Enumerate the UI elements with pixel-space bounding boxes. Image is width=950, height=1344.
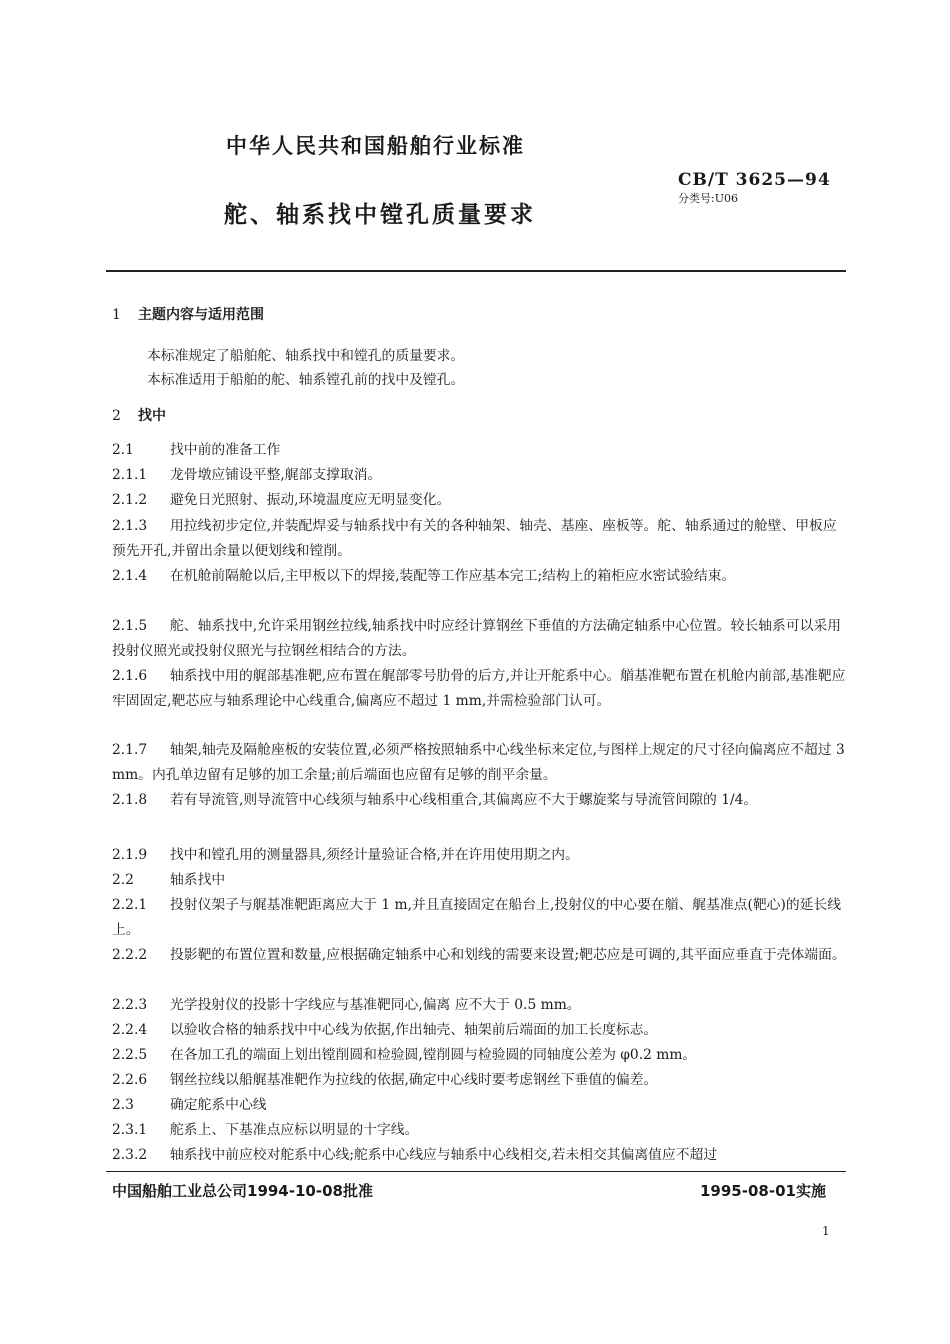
clause — [112, 1068, 846, 1093]
clause-text: 在各加工孔的端面上划出镗削圆和检验圆,镗削圆与检验圆的同轴度公差为 φ0.2 mm。 — [170, 1047, 697, 1063]
clause-number: 2.2.6 — [112, 1072, 148, 1088]
section-1-paragraph: 本标准规定了船舶舵、轴系找中和镗孔的质量要求。 — [147, 348, 465, 364]
clause-number: 2.1.1 — [112, 467, 148, 483]
implementation-date: 1995-08-01实施 — [700, 1182, 826, 1200]
clause — [112, 993, 846, 1018]
clause-text: 钢丝拉线以船艉基准靶作为拉线的依据,确定中心线时要考虑钢丝下垂值的偏差。 — [170, 1072, 658, 1088]
clause — [112, 1093, 846, 1118]
clause-number: 2.2.3 — [112, 997, 148, 1013]
approval-line: 中国船舶工业总公司1994-10-08批准 — [112, 1182, 373, 1200]
page-number: 1 — [822, 1224, 830, 1238]
clause-number: 2.2.5 — [112, 1047, 148, 1063]
header-divider — [106, 270, 846, 272]
clause — [112, 564, 846, 589]
clause-text: 光学投射仪的投影十字线应与基准靶同心,偏离 应不大于 0.5 mm。 — [170, 997, 581, 1013]
clause-text: 用拉线初步定位,并装配焊妥与轴系找中有关的各种轴架、轴壳、基座、座板等。舵、轴系通过的舱壁、甲板应预先开孔,并留出余量以便划线和镗削。 — [112, 518, 837, 559]
section-number: 1 — [112, 307, 121, 323]
clause-number: 2.1.6 — [112, 668, 148, 684]
clause-number: 2.2 — [112, 872, 134, 888]
clause-number: 2.1.3 — [112, 518, 148, 534]
clause-number: 2.2.1 — [112, 897, 148, 913]
clause-text: 避免日光照射、振动,环境温度应无明显变化。 — [170, 492, 451, 508]
clause — [112, 893, 846, 943]
clause — [112, 463, 846, 488]
clause-text: 轴架,轴壳及隔舱座板的安装位置,必须严格按照轴系中心线坐标来定位,与图样上规定的尺寸径向偏离应不超过 3 mm。内孔单边留有足够的加工余量;前后端面也应留有足够的削平余量。 — [112, 742, 845, 783]
clause — [112, 514, 846, 564]
clause — [112, 664, 846, 714]
section-title: 主题内容与适用范围 — [138, 307, 264, 323]
section-number: 2 — [112, 408, 121, 424]
classification-code: 分类号:U06 — [678, 192, 738, 205]
clause — [112, 614, 846, 664]
footer-divider — [106, 1171, 846, 1172]
clause — [112, 438, 846, 463]
clause-number: 2.1.9 — [112, 847, 148, 863]
clause-number: 2.1.5 — [112, 618, 148, 634]
clause-text: 在机舱前隔舱以后,主甲板以下的焊接,装配等工作应基本完工;结构上的箱柜应水密试验结束。 — [170, 568, 736, 584]
clause-number: 2.1.4 — [112, 568, 148, 584]
clause-text: 轴系找中 — [170, 872, 226, 888]
clause-number: 2.1.7 — [112, 742, 148, 758]
clause-number: 2.3 — [112, 1097, 134, 1113]
clause-text: 舵系上、下基准点应标以明显的十字线。 — [170, 1122, 419, 1138]
clause — [112, 943, 846, 968]
clause-text: 投射仪架子与艉基准靶距离应大于 1 m,并且直接固定在船台上,投射仪的中心要在艏、艉基准点(靶心)的延长线上。 — [112, 897, 842, 938]
document-title: 舵、轴系找中镗孔质量要求 — [224, 202, 536, 228]
clause — [112, 1018, 846, 1043]
clause — [112, 868, 846, 893]
clause-text: 找中和镗孔用的测量器具,须经计量验证合格,并在许用使用期之内。 — [170, 847, 579, 863]
standard-name: 中华人民共和国船舶行业标准 — [226, 134, 525, 158]
clause — [112, 843, 846, 868]
clause — [112, 788, 846, 813]
clause-number: 2.1.2 — [112, 492, 148, 508]
clause-number: 2.3.2 — [112, 1147, 148, 1163]
clause-text: 龙骨墩应铺设平整,艉部支撑取消。 — [170, 467, 382, 483]
clause-number: 2.2.4 — [112, 1022, 148, 1038]
clause — [112, 1143, 846, 1168]
standard-code: CB/T 3625—94 — [678, 170, 831, 190]
clause — [112, 738, 846, 788]
clause-text: 轴系找中用的艉部基准靶,应布置在艉部零号肋骨的后方,并让开舵系中心。艏基准靶布置在机舱内前部,基准靶应牢固固定,靶芯应与轴系理论中心线重合,偏离应不超过 1 mm,并需检验部门认可。 — [112, 668, 846, 709]
section-2-heading — [112, 405, 166, 425]
section-title: 找中 — [138, 408, 166, 424]
clause-text: 投影靶的布置位置和数量,应根据确定轴系中心和划线的需要来设置;靶芯应是可调的,其平面应垂直于壳体端面。 — [170, 947, 846, 963]
clause-number: 2.2.2 — [112, 947, 148, 963]
clause-text: 轴系找中前应校对舵系中心线;舵系中心线应与轴系中心线相交,若未相交其偏离值应不超过 — [170, 1147, 718, 1163]
clause-text: 找中前的准备工作 — [170, 442, 281, 458]
clause-text: 以验收合格的轴系找中中心线为依据,作出轴壳、轴架前后端面的加工长度标志。 — [170, 1022, 658, 1038]
clause-text: 若有导流管,则导流管中心线须与轴系中心线相重合,其偏离应不大于螺旋桨与导流管间隙的 1/4。 — [170, 792, 758, 808]
section-1-paragraph: 本标准适用于船舶的舵、轴系镗孔前的找中及镗孔。 — [147, 372, 465, 388]
clause-text: 确定舵系中心线 — [170, 1097, 267, 1113]
clause — [112, 1118, 846, 1143]
clause — [112, 488, 846, 513]
clause-number: 2.1 — [112, 442, 134, 458]
clause-text: 舵、轴系找中,允许采用钢丝拉线,轴系找中时应经计算钢丝下垂值的方法确定轴系中心位置。较长轴系可以采用投射仪照光或投射仪照光与拉钢丝相结合的方法。 — [112, 618, 842, 659]
clause-number: 2.3.1 — [112, 1122, 148, 1138]
clause-number: 2.1.8 — [112, 792, 148, 808]
section-1-heading — [112, 304, 264, 324]
clause — [112, 1043, 846, 1068]
